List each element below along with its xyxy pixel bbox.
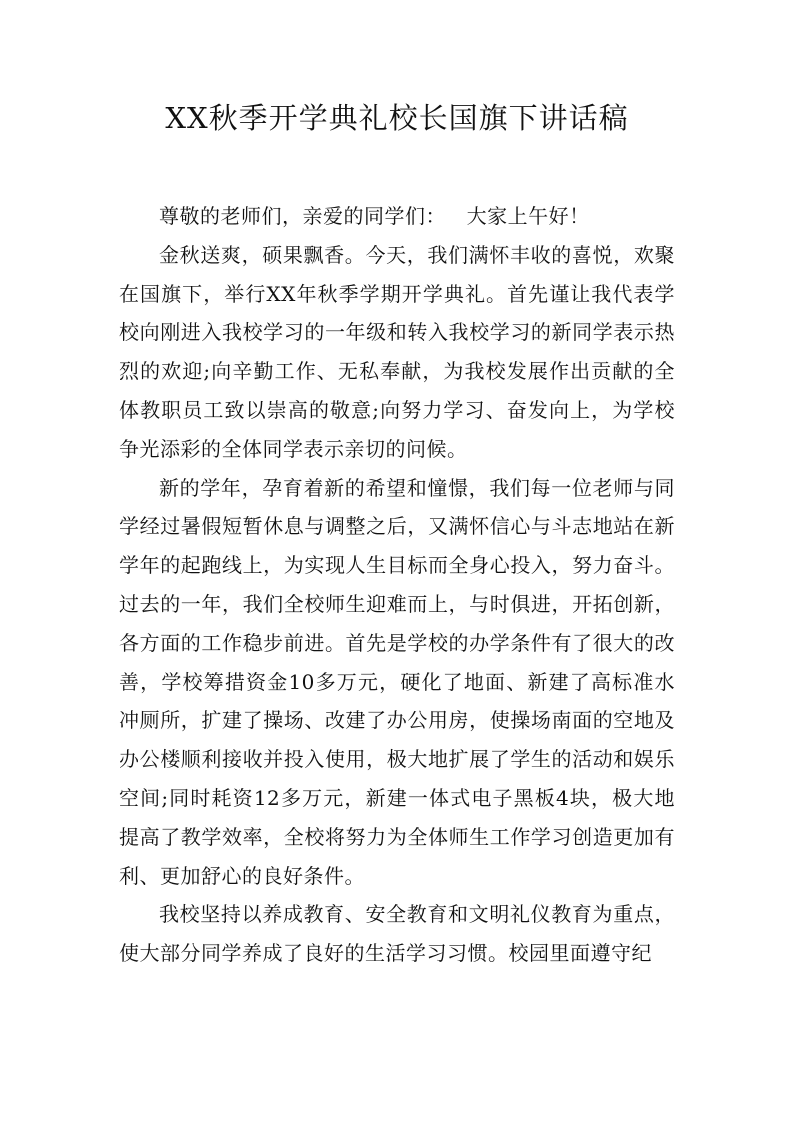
document-title: XX秋季开学典礼校长国旗下讲话稿	[165, 101, 629, 135]
greeting-paragraph: 尊敬的老师们，亲爱的同学们： 大家上午好！	[159, 204, 590, 228]
paragraph-3: 我校坚持以养成教育、安全教育和文明礼仪教育为重点，使大部分同学养成了良好的生活学习习惯。校园里面遵守纪	[119, 902, 675, 966]
paragraph-1: 金秋送爽，硕果飘香。今天，我们满怀丰收的喜悦，欢聚在国旗下，举行XX年秋季学期开学典礼。首先谨让我代表学校向刚进入我校学习的一年级和转入我校学习的新同学表示热烈的欢迎;向辛勤工作、无私奉献，为我校发展作出贡献的全体教职员工致以崇高的敬意;向努力学习、奋发向上，为学校争光添彩的全体同学表示亲切的问候。	[119, 242, 675, 461]
document-body	[119, 197, 675, 973]
paragraph-2: 新的学年，孕育着新的希望和憧憬，我们每一位老师与同学经过暑假短暂休息与调整之后，又满怀信心与斗志地站在新学年的起跑线上，为实现人生目标而全身心投入，努力奋斗。过去的一年，我们全校师生迎难而上，与时俱进，开拓创新，各方面的工作稳步前进。首先是学校的办学条件有了很大的改善，学校筹措资金10多万元，硬化了地面、新建了高标准水冲厕所，扩建了操场、改建了办公用房，使操场南面的空地及办公楼顺利接收并投入使用，极大地扩展了学生的活动和娱乐空间;同时耗资12多万元，新建一体式电子黑板4块，极大地提高了教学效率，全校将努力为全体师生工作学习创造更加有利、更加舒心的良好条件。	[119, 475, 675, 888]
